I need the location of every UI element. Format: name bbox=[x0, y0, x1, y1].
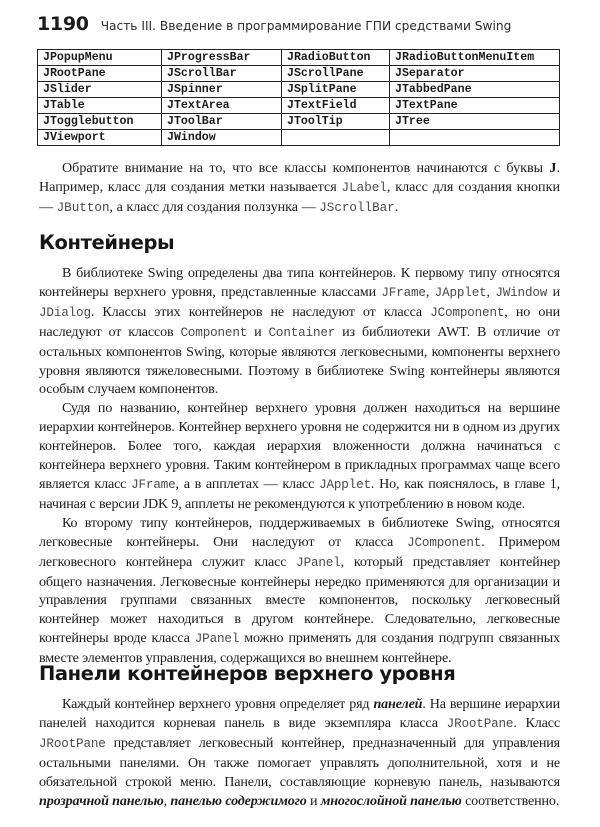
table-cell: JSlider bbox=[38, 82, 162, 98]
table-cell: JProgressBar bbox=[162, 50, 282, 66]
table-cell: JTextPane bbox=[390, 98, 560, 114]
code-japplet-2: JApplet bbox=[319, 477, 371, 492]
table-cell: JTextArea bbox=[162, 98, 282, 114]
heading-containers: Контейнеры bbox=[39, 231, 175, 254]
table-row bbox=[38, 82, 560, 98]
term-layered-pane: многослойной панелью bbox=[320, 792, 462, 809]
table-cell: JSeparator bbox=[390, 66, 560, 82]
code-jpanel: JPanel bbox=[296, 555, 341, 570]
table-cell: JRadioButtonMenuItem bbox=[390, 50, 560, 66]
table-cell: JTogglebutton bbox=[38, 114, 162, 130]
table-cell: JSplitPane bbox=[282, 82, 390, 98]
table-cell: JScrollPane bbox=[282, 66, 390, 82]
heading-top-level-panes: Панели контейнеров верхнего уровня bbox=[39, 662, 456, 685]
containers-paragraph-2: Судя по названию, контейнер верхнего уровня должен находиться на вершине иерархии контейнеров. Контейнер верхнего уровня не содержится ни в одном из других контейнеров. Более того, каждая иерархия вложенности должна начинаться с контейнера верхнего уровня. Таким контейнером в прикладных программах чаще всего является класс JFrame, а в апплетах — класс JApplet. Но, как пояснялось, в главе 1, начиная с версии JDK 9, апплеты не рекомендуются к употреблению в новом коде. bbox=[39, 400, 560, 512]
term-glass-pane: прозрачной панелью bbox=[39, 792, 164, 809]
table-row bbox=[38, 66, 560, 82]
code-container: Container bbox=[268, 325, 336, 340]
code-jwindow: JWindow bbox=[495, 285, 548, 300]
table-cell: JTree bbox=[390, 114, 560, 130]
term-panes: панелей bbox=[373, 696, 423, 712]
intro-paragraph-block bbox=[39, 159, 560, 218]
table-cell: JTable bbox=[38, 98, 162, 114]
table-cell: JToolTip bbox=[282, 114, 390, 130]
table-row bbox=[38, 50, 560, 66]
intro-paragraph: Обратите внимание на то, что все классы компонентов начинаются с буквы J. Например, класс для создания метки называется JLabel, класс для создания кнопки — JButton, а класс для создания ползунка — JScrollBar. bbox=[39, 160, 560, 215]
table-cell: JRadioButton bbox=[282, 50, 390, 66]
code-jframe-2: JFrame bbox=[131, 477, 176, 492]
table-cell: JViewport bbox=[38, 130, 162, 146]
table-row bbox=[38, 114, 560, 130]
containers-section-body bbox=[39, 264, 560, 668]
panes-section-body bbox=[39, 695, 560, 810]
table-cell: JWindow bbox=[162, 130, 282, 146]
containers-paragraph-3: Ко второму типу контейнеров, поддерживаемых в библиотеке Swing, относятся легковесные контейнеры. Они наследуют от класса JComponent. Примером легковесного контейнера служит класс JPanel, который представляет контейнер общего назначения. Легковесные контейнеры нередко применяются для организации и управления группами связанных вместе компонентов, поскольку легковесный контейнер может находиться в другом контейнере. Следовательно, легковесные контейнеры вроде класса JPanel можно применять для создания подгрупп связанных вместе элементов управления, содержащихся во внешнем контейнере. bbox=[39, 514, 560, 667]
component-class-table bbox=[37, 49, 560, 146]
table-row bbox=[38, 130, 560, 146]
table-cell: JRootPane bbox=[38, 66, 162, 82]
code-jbutton: JButton bbox=[56, 200, 110, 215]
table-cell: JTabbedPane bbox=[390, 82, 560, 98]
code-jcomponent: JComponent bbox=[430, 305, 505, 320]
letter-j: J bbox=[549, 160, 557, 176]
code-component: Component bbox=[180, 325, 248, 340]
table-cell: JScrollBar bbox=[162, 66, 282, 82]
panes-paragraph-1: Каждый контейнер верхнего уровня определяет ряд панелей. На вершине иерархии панелей находится корневая панель в виде экземпляра класса JRootPane. Класс JRootPane представляет легковесный контейнер, предназначенный для управления остальными панелями. Он также помогает управлять дополнительной, хотя и не обязательной строкой меню. Панели, составляющие корневую панель, называются прозрачной панелью, панелью содержимого и многослойной панелью соответственно. bbox=[39, 696, 560, 809]
table-row bbox=[38, 98, 560, 114]
chapter-title: Часть III. Введение в программирование ГПИ средствами Swing bbox=[100, 19, 512, 33]
code-jrootpane: JRootPane bbox=[446, 716, 514, 731]
code-jrootpane-2: JRootPane bbox=[39, 736, 106, 751]
code-jcomponent-2: JComponent bbox=[407, 535, 482, 550]
running-head bbox=[37, 13, 580, 39]
containers-paragraph-1: В библиотеке Swing определены два типа контейнеров. К первому типу относятся контейнеры верхнего уровня, представленные классами JFrame, JApplet, JWindow и JDialog. Классы этих контейнеров не наследуют от класса JComponent, но они наследуют от классов Component и Container из библиотеки AWT. В отличие от остальных компонентов Swing, которые являются легковесными, компоненты верхнего уровня являются тяжеловесными. Поэтому в библиотеке Swing контейнеры являются особым случаем компонентов. bbox=[39, 265, 561, 398]
table-cell: JPopupMenu bbox=[38, 50, 162, 66]
table-cell: JTextField bbox=[282, 98, 390, 114]
code-jlabel: JLabel bbox=[341, 180, 387, 195]
code-jscrollbar: JScrollBar bbox=[319, 200, 395, 215]
table-cell: JToolBar bbox=[162, 114, 282, 130]
code-japplet: JApplet bbox=[434, 285, 487, 300]
table-cell bbox=[282, 130, 390, 146]
table-cell bbox=[390, 130, 560, 146]
code-jdialog: JDialog bbox=[39, 305, 91, 320]
term-content-pane: панелью содержимого bbox=[170, 792, 307, 809]
table-cell: JSpinner bbox=[162, 82, 282, 98]
code-jframe: JFrame bbox=[381, 285, 426, 300]
page-number: 1190 bbox=[37, 13, 89, 35]
code-jpanel-2: JPanel bbox=[194, 632, 240, 647]
